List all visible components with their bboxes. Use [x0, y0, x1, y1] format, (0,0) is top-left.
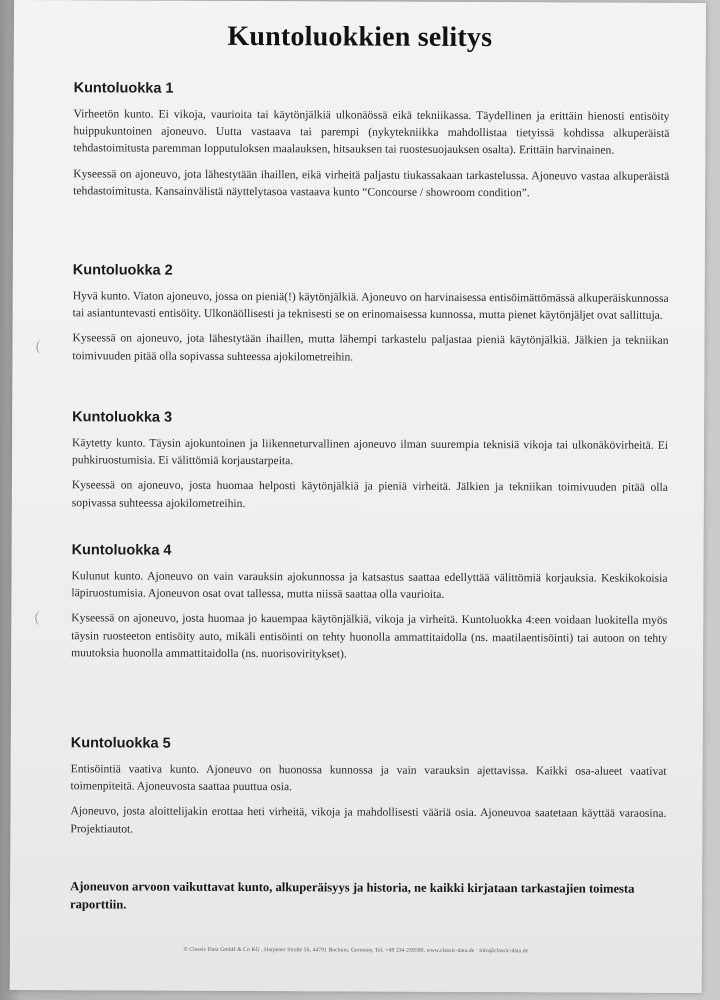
section-heading: Kuntoluokka 1 [73, 80, 174, 97]
footer-text: © Classic Data GmbH & Co KG , Harpener Straße 56, 44791 Bochum, Germany, Tel. +49 234 239590, www.classic-data.de · info@classic-data.de [183, 946, 529, 955]
section-kuntoluokka-4 [71, 542, 668, 672]
section-kuntoluokka-1 [73, 80, 670, 210]
section-paragraph: Kyseessä on ajoneuvo, jota lähestytään ihaillen, mutta lähempi tarkastelu paljastaa pieniä käytönjälkiä. Jälkien ja tekniikan toimivuuden pitää olla sopivassa suhteessa ajokilometreihin. [72, 331, 669, 364]
section-paragraph: Virheetön kunto. Ei vikoja, vaurioita tai käytönjälkiä ulkonäössä eikä tekniikassa. Täydellinen ja erittäin hienosti entisöity huippukuntoinen ajoneuvo. Uutta vastaava tai parempi (nykytekniikka mahdollistaa tietyissä kohdissa alkuperäistä tehdastoimitusta paremman lopputuloksen maalauksen, hitsauksen tai ruostesuojauksen osalta). Erittäin harvinainen. [73, 107, 670, 158]
section-paragraph: Kyseessä on ajoneuvo, josta huomaa helposti käytönjälkiä ja pieniä virheitä. Jälkien ja tekniikan toimivuuden pitää olla sopivassa suhteessa ajokilometreihin. [71, 478, 668, 510]
section-heading: Kuntoluokka 4 [71, 542, 172, 559]
section-heading: Kuntoluokka 2 [72, 262, 173, 279]
section-paragraph: Entisöintiä vaativa kunto. Ajoneuvo on huonossa kunnossa ja vain varauksin ajettavissa. Kaikki osa-alueet vaativat toimenpiteitä. Ajoneuvosta saattaa puuttua osia. [70, 762, 667, 794]
section-paragraph: Ajoneuvo, josta aloittelijakin erottaa heti virheitä, vikoja ja mahdollisesti vääriä osia. Ajoneuvoa saatetaan käyttää varaosina. Projektiautot. [70, 804, 667, 836]
section-kuntoluokka-2 [72, 262, 668, 374]
section-kuntoluokka-3 [72, 409, 668, 521]
section-paragraph: Kyseessä on ajoneuvo, josta huomaa jo kauempaa käytönjälkiä, vikoja ja virheitä. Kuntoluokka 4:een voidaan luokitella myös täysin ruosteeton entisöity auto, mikäli entisöinti on tehty huonolla ammattitaidolla (ns. maatilaentisöinti) tai autoon on tehty muutoksia huonolla ammattitaidolla (ns. nuorisoviritykset). [71, 611, 668, 661]
punch-hole-mark [35, 611, 46, 625]
section-paragraph: Käytetty kunto. Täysin ajokuntoinen ja liikenneturvallinen ajoneuvo ilman suurempia teknisiä vikoja tai ulkonäkövirheitä. Ei puhkiruostumisia. Ei välittömiä korjaustarpeita. [71, 436, 669, 468]
document-title: Kuntoluokkien selitys [227, 20, 493, 54]
section-paragraph: Kulunut kunto. Ajoneuvo on vain varauksin ajokunnossa ja katsastus saattaa edellyttää välittömiä korjauksia. Keskikokoisia läpiruostumisia. Ajoneuvon osat ovat tallessa, mutta niissä saattaa olla vaurioita. [71, 569, 668, 602]
section-kuntoluokka-5 [70, 735, 666, 847]
section-heading: Kuntoluokka 3 [72, 409, 173, 426]
punch-hole-mark [36, 340, 47, 354]
document-sheet [10, 0, 706, 993]
closing-statement: Ajoneuvon arvoon vaikuttavat kunto, alkuperäisyys ja historia, ne kaikki kirjataan tarkastajien toimesta raporttiin. [70, 879, 635, 912]
section-paragraph: Hyvä kunto. Viaton ajoneuvo, jossa on pieniä(!) käytönjälkiä. Ajoneuvo on harvinaisessa entisöimättömässä alkuperäiskunnossa tai asiantuntevasti entisöity. Ulkonäöllisesti ja teknisesti se on erinomaisessa kunnossa, mutta pienet käytönjäljet ovat sallittuja. [72, 289, 669, 323]
section-paragraph: Kyseessä on ajoneuvo, jota lähestytään ihaillen, eikä virheitä paljastu tiukassakaan tarkastelussa. Ajoneuvo vastaa alkuperäistä tehdastoimitusta. Kansainvälistä näyttelytasoa vastaava kunto “Concourse / showroom condition”. [73, 166, 670, 200]
section-heading: Kuntoluokka 5 [70, 735, 171, 752]
